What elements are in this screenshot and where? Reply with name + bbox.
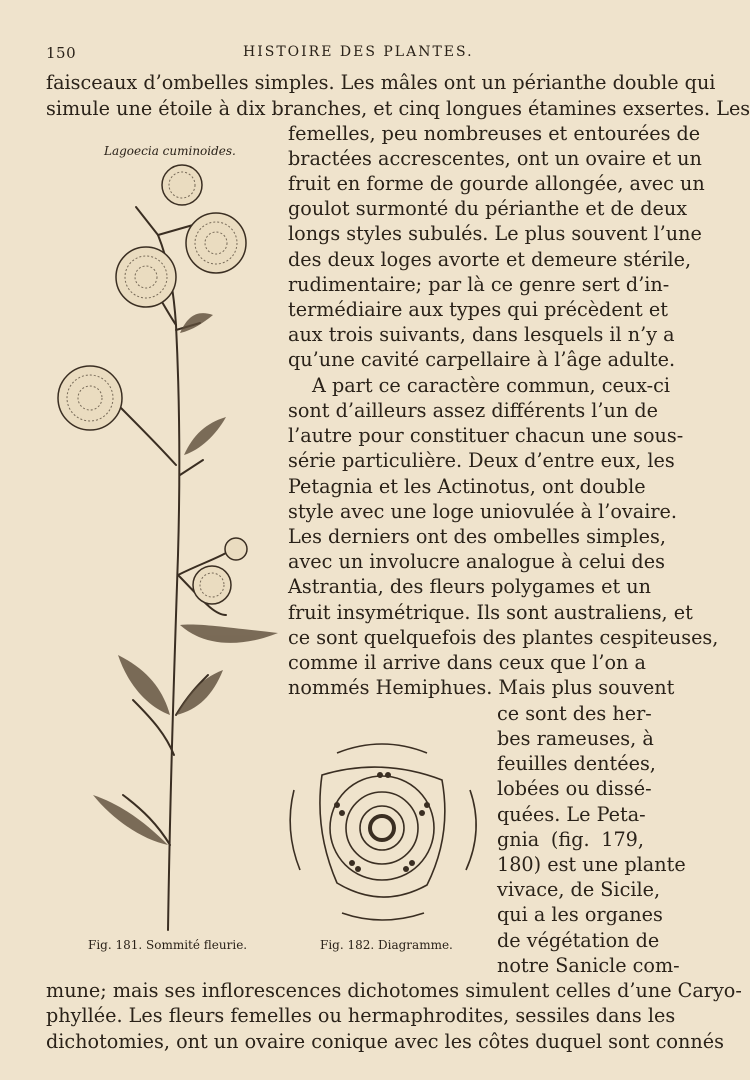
text-line: sont d’ailleurs assez différents l’un de [288, 399, 658, 422]
text-line: notre Sanicle com- [497, 954, 680, 977]
text-line: lobées ou dissé- [497, 777, 652, 800]
text-line: série particulière. Deux d’entre eux, les [288, 449, 675, 472]
text-line: gnia (fig. 179, [497, 828, 644, 851]
figure-181-title: Lagoecia cuminoides. [104, 144, 236, 158]
text-line: rudimentaire; par là ce genre sert d’in- [288, 273, 670, 296]
text-line: A part ce caractère commun, ceux-ci [312, 374, 671, 397]
text-line: fruit insymétrique. Ils sont australiens, et [288, 601, 693, 624]
text-line: bes rameuses, à [497, 727, 654, 750]
text-line: mune; mais ses inflorescences dichotomes simulent celles d’une Caryo- [46, 979, 742, 1002]
text-line: l’autre pour constituer chacun une sous- [288, 424, 684, 447]
text-line: quées. Le Peta- [497, 803, 646, 826]
figure-182-caption: Fig. 182. Diagramme. [320, 938, 453, 952]
text-line: de végétation de [497, 929, 660, 952]
text-line: des deux loges avorte et demeure stérile, [288, 248, 692, 271]
text-line: fruit en forme de gourde allongée, avec un [288, 172, 705, 195]
text-line: Les derniers ont des ombelles simples, [288, 525, 666, 548]
text-line: Petagnia et les Actinotus, ont double [288, 475, 646, 498]
text-line: simule une étoile à dix branches, et cinq longues étamines exsertes. Les [46, 97, 750, 120]
text-line: qui a les organes [497, 903, 663, 926]
figure-181-illustration [48, 155, 288, 935]
text-line: dichotomies, ont un ovaire conique avec les côtes duquel sont connés [46, 1030, 724, 1053]
text-line: phyllée. Les fleurs femelles ou hermaphrodites, sessiles dans les [46, 1004, 676, 1027]
text-line: style avec une loge uniovulée à l’ovaire. [288, 500, 677, 523]
text-line: Astrantia, des fleurs polygames et un [288, 575, 651, 598]
text-line: goulot surmonté du périanthe et de deux [288, 197, 688, 220]
text-line: ce sont des her- [497, 702, 652, 725]
text-line: feuilles dentées, [497, 752, 656, 775]
text-line: longs styles subulés. Le plus souvent l’une [288, 222, 702, 245]
text-line: femelles, peu nombreuses et entourées de [288, 122, 701, 145]
text-line: 180) est une plante [497, 853, 686, 876]
text-line: faisceaux d’ombelles simples. Les mâles ont un périanthe double qui [46, 71, 716, 94]
text-line: aux trois suivants, dans lesquels il n’y a [288, 323, 675, 346]
text-line: qu’une cavité carpellaire à l’âge adulte. [288, 348, 676, 371]
text-line: vivace, de Sicile, [497, 878, 661, 901]
text-line: avec un involucre analogue à celui des [288, 550, 665, 573]
text-line: comme il arrive dans ceux que l’on a [288, 651, 646, 674]
text-line: nommés Hemiphues. Mais plus souvent [288, 676, 675, 699]
text-line: termédiaire aux types qui précèdent et [288, 298, 668, 321]
running-title: HISTOIRE DES PLANTES. [243, 44, 474, 60]
figure-181-caption: Fig. 181. Sommité fleurie. [88, 938, 248, 952]
text-line: bractées accrescentes, ont un ovaire et un [288, 147, 702, 170]
figure-182-diagram [282, 735, 492, 925]
page-number: 150 [46, 44, 77, 62]
text-line: ce sont quelquefois des plantes cespiteuses, [288, 626, 719, 649]
